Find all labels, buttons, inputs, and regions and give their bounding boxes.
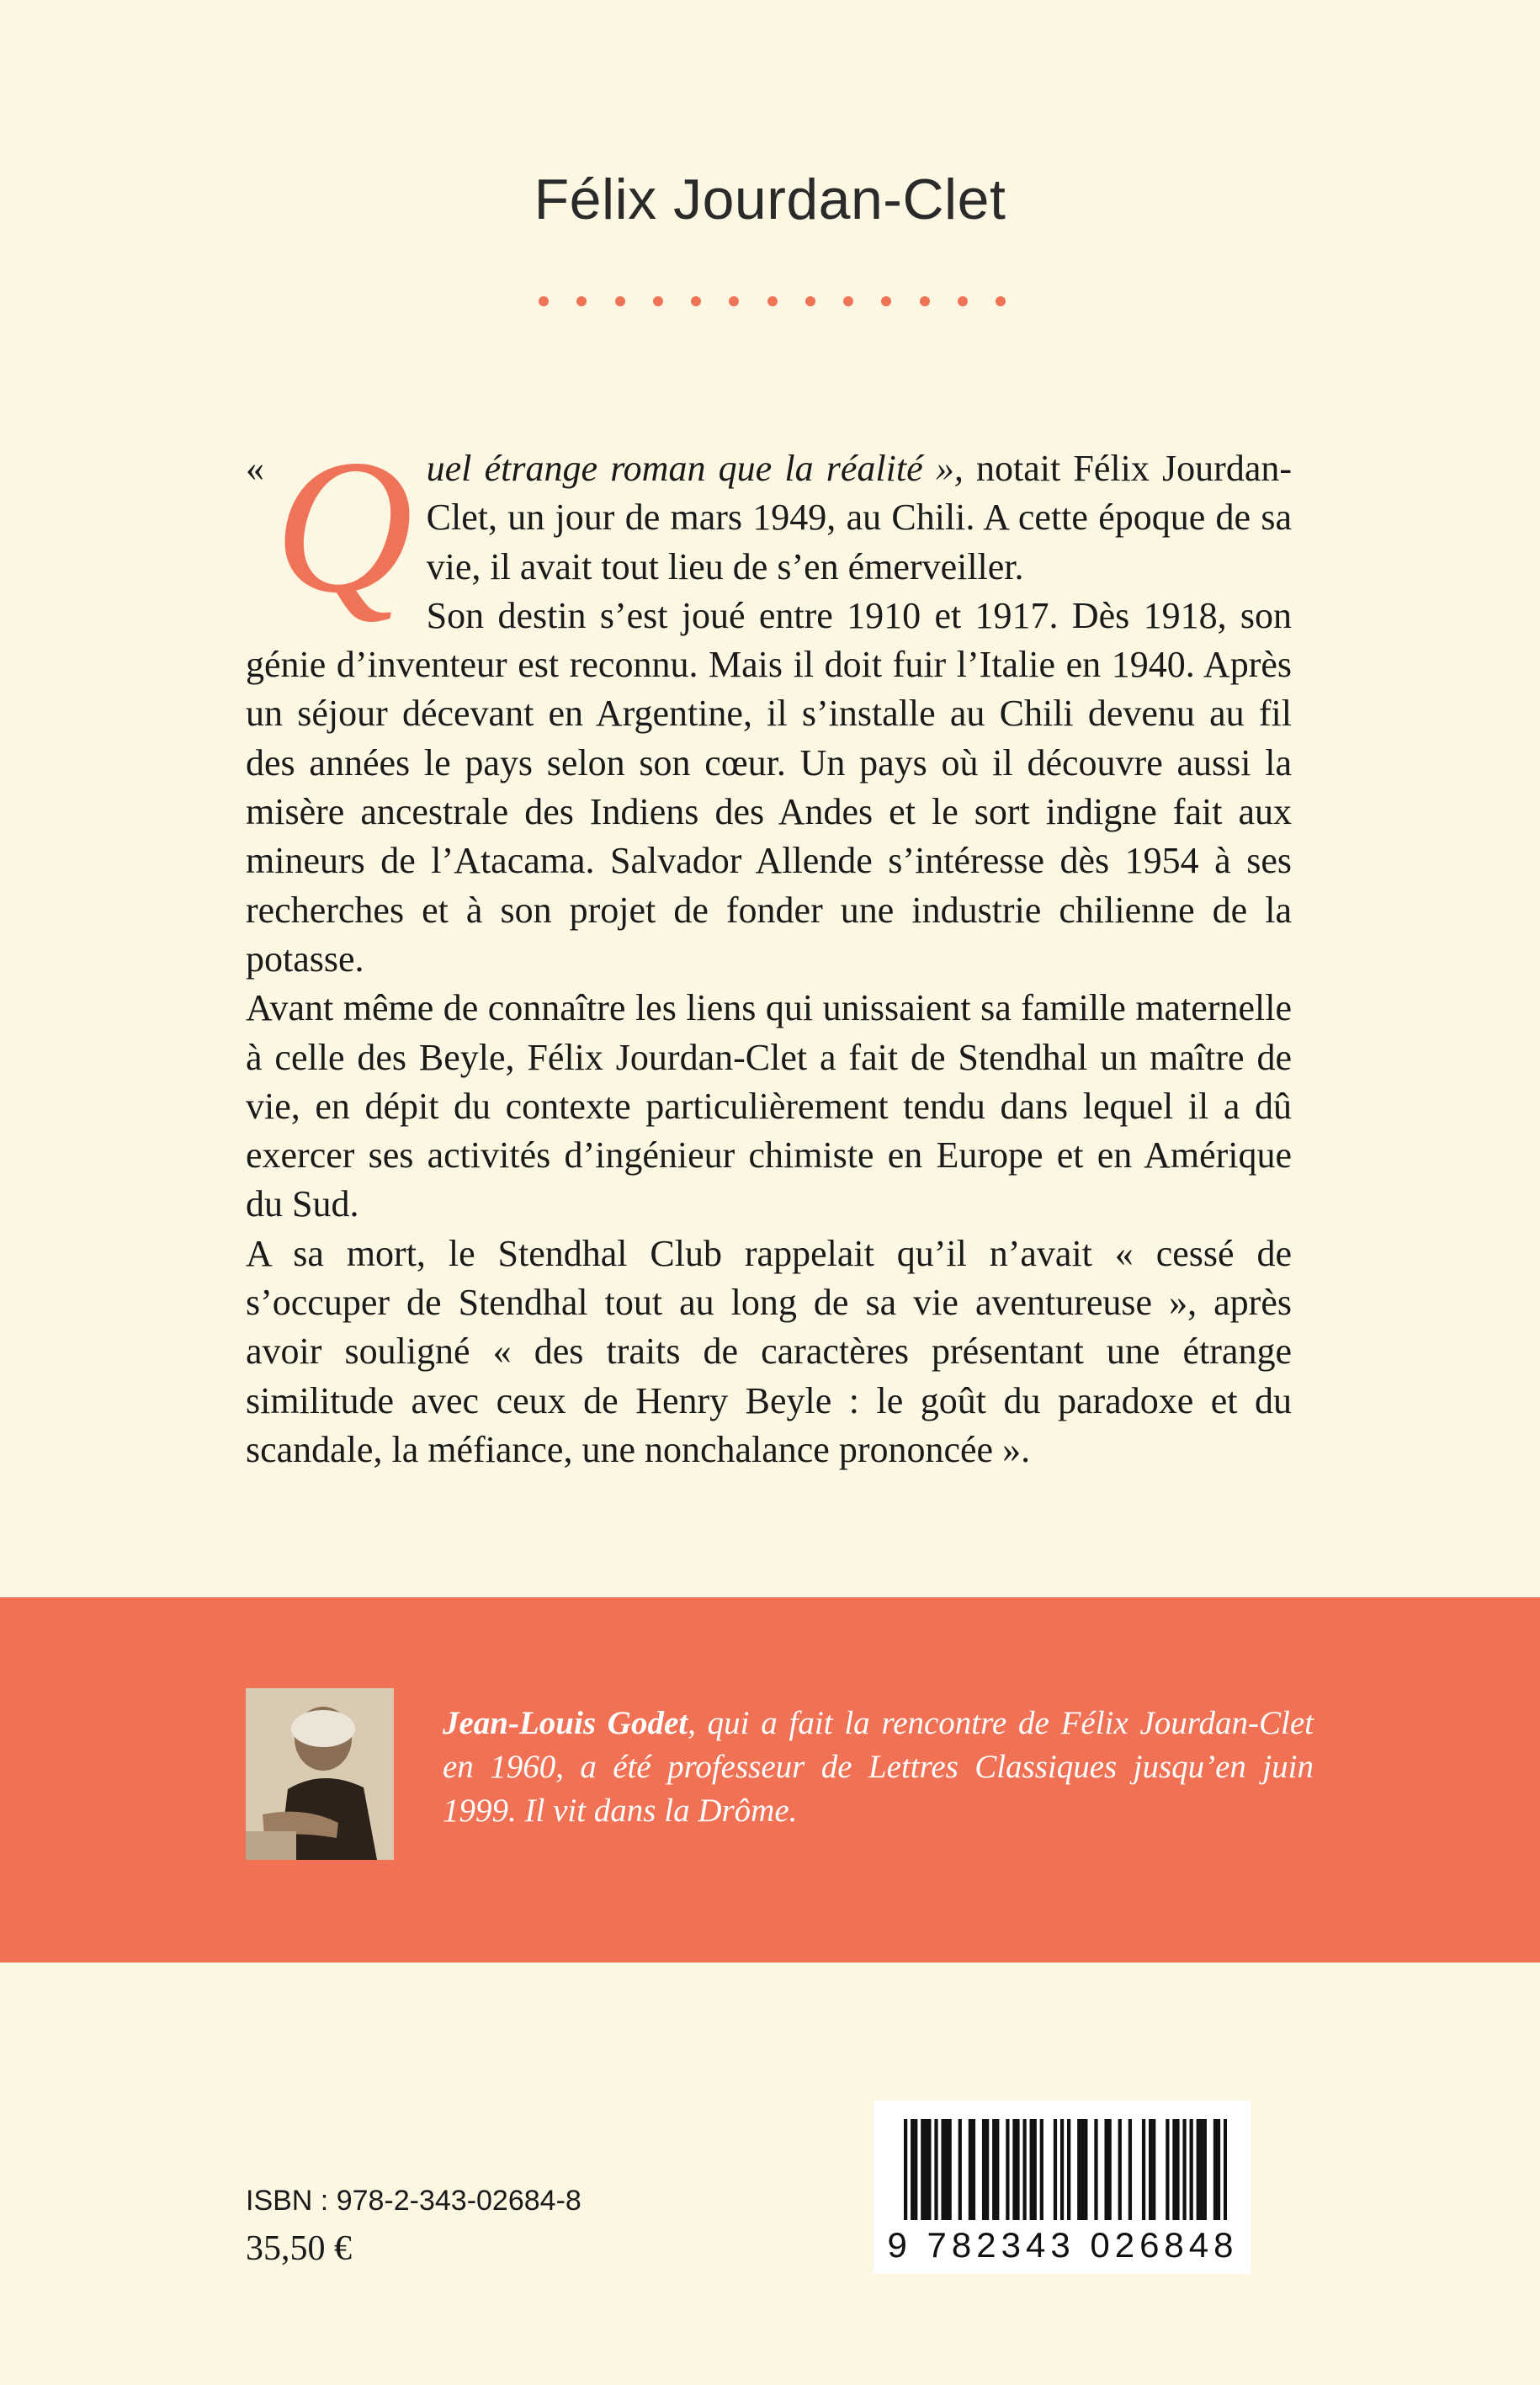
summary-paragraph-1 (246, 421, 1292, 633)
decorative-dot (958, 296, 968, 306)
barcode-bar (921, 2119, 924, 2220)
barcode-bar (1128, 2119, 1132, 2220)
decorative-dot (996, 296, 1006, 306)
barcode (874, 2101, 1251, 2274)
barcode-bar (1016, 2119, 1019, 2220)
barcode-bar (1108, 2119, 1112, 2220)
barcode-bar (1190, 2119, 1193, 2220)
barcode-bar (1224, 2119, 1227, 2220)
barcode-bar (1142, 2119, 1145, 2220)
barcode-bar (948, 2119, 952, 2220)
barcode-number: 9 782343 026848 (887, 2225, 1239, 2265)
barcode-bar (924, 2119, 927, 2220)
barcode-bar (982, 2119, 985, 2220)
barcode-bar (1033, 2119, 1037, 2220)
barcode-bar (992, 2119, 996, 2220)
book-author-title: Félix Jourdan-Clet (534, 167, 1006, 231)
barcode-bar (1012, 2119, 1016, 2220)
barcode-bar (1067, 2119, 1070, 2220)
barcode-bar (1094, 2119, 1097, 2220)
barcode-bar (1054, 2119, 1057, 2220)
decorative-dot (843, 296, 853, 306)
price-label: 35,50 € (246, 2229, 352, 2268)
decorative-dot (653, 296, 663, 306)
summary-paragraph-3: Avant même de connaître les liens qui unissaient sa famille maternelle à celle des Beyle, Félix Jourdan-Clet a fait de Stendhal un maître de vie, en dépit du contexte particulièrement tendu dans lequel il a dû exercer ses activités d’ingénieur chimiste en Europe et en Amérique du Sud. (246, 987, 1292, 1225)
author-name: Jean-Louis Godet (443, 1705, 688, 1741)
summary-paragraph-1-rest: notait Félix Jourdan-Clet, un jour de mars 1949, au Chili. A cette époque de sa vie, il avait tout lieu de s’en émerveiller. (426, 448, 1292, 587)
barcode-bar (941, 2119, 944, 2220)
barcode-bar (1030, 2119, 1033, 2220)
barcode-bar (1203, 2119, 1207, 2220)
opening-quote-mark: « (246, 448, 264, 489)
barcode-bars (904, 2119, 1227, 2220)
barcode-bar (904, 2119, 907, 2220)
barcode-bar (1213, 2119, 1217, 2220)
author-bio (443, 1702, 1314, 1833)
barcode-bar (1118, 2119, 1122, 2220)
decorative-dot (539, 296, 549, 306)
barcode-bar (1172, 2119, 1176, 2220)
barcode-bar (1077, 2119, 1081, 2220)
barcode-bar (1081, 2119, 1084, 2220)
barcode-bar (1006, 2119, 1009, 2220)
barcode-bar (969, 2119, 972, 2220)
summary-paragraph-2: Son destin s’est joué entre 1910 et 1917. Dès 1918, son génie d’inventeur est reconnu. Mais il doit fuir l’Italie en 1940. Après un séjour décevant en Argentine, il s’installe au Chili devenu au fil des années le pays selon son cœur. Un pays où il découvre aussi la misère ancestrale des Indiens des Andes et le sort indigne fait aux mineurs de l’Atacama. Salvador Allende s’intéresse dès 1954 à ses recherches et à son projet de fonder une industrie chilienne de la potasse. (246, 594, 1292, 980)
decorative-dot (615, 296, 625, 306)
barcode-bar (1149, 2119, 1152, 2220)
barcode-bar (1022, 2119, 1026, 2220)
decorative-dot (729, 296, 739, 306)
barcode-bar (972, 2119, 975, 2220)
barcode-bar (985, 2119, 989, 2220)
drop-cap-letter: Q (274, 421, 413, 633)
barcode-bar (927, 2119, 931, 2220)
barcode-bar (996, 2119, 999, 2220)
barcode-bar (934, 2119, 937, 2220)
barcode-bar (911, 2119, 914, 2220)
summary-paragraph-4: A sa mort, le Stendhal Club rappelait qu’il n’avait « cessé de s’occuper de Stendhal tout au long de sa vie aventureuse », après avoir souligné « des traits de caractères présentant une étrange similitude avec ceux de Henry Beyle : le goût du paradoxe et du scandale, la méfiance, une nonchalance prononcée ». (246, 1232, 1292, 1470)
decorative-dot (576, 296, 587, 306)
barcode-bar (1152, 2119, 1155, 2220)
barcode-bar (959, 2119, 962, 2220)
barcode-bar (1084, 2119, 1087, 2220)
barcode-bar (1040, 2119, 1043, 2220)
barcode-bar (1166, 2119, 1169, 2220)
back-cover-summary (246, 421, 1292, 1474)
barcode-bar (1217, 2119, 1220, 2220)
barcode-bar (1060, 2119, 1064, 2220)
barcode-bar (1200, 2119, 1203, 2220)
decorative-dot (767, 296, 778, 306)
author-photo (246, 1688, 394, 1860)
quotation-text: uel étrange roman que la réalité », (426, 448, 964, 489)
decorative-dot (881, 296, 891, 306)
decorative-dot (920, 296, 930, 306)
barcode-bar (1182, 2119, 1186, 2220)
barcode-bar (1176, 2119, 1179, 2220)
decorative-dot (691, 296, 701, 306)
decorative-dot-row (539, 293, 1006, 310)
barcode-bar (945, 2119, 948, 2220)
isbn-label: ISBN : 978-2-343-02684-8 (246, 2185, 581, 2217)
barcode-bar (1197, 2119, 1200, 2220)
barcode-bar (914, 2119, 917, 2220)
author-bio-text: , qui a fait la rencontre de Félix Jourdan-Clet en 1960, a été professeur de Lettres Classiques jusqu’en juin 1999. Il vit dans la Drôme. (443, 1705, 1314, 1829)
decorative-dot (805, 296, 815, 306)
barcode-bar (1104, 2119, 1107, 2220)
